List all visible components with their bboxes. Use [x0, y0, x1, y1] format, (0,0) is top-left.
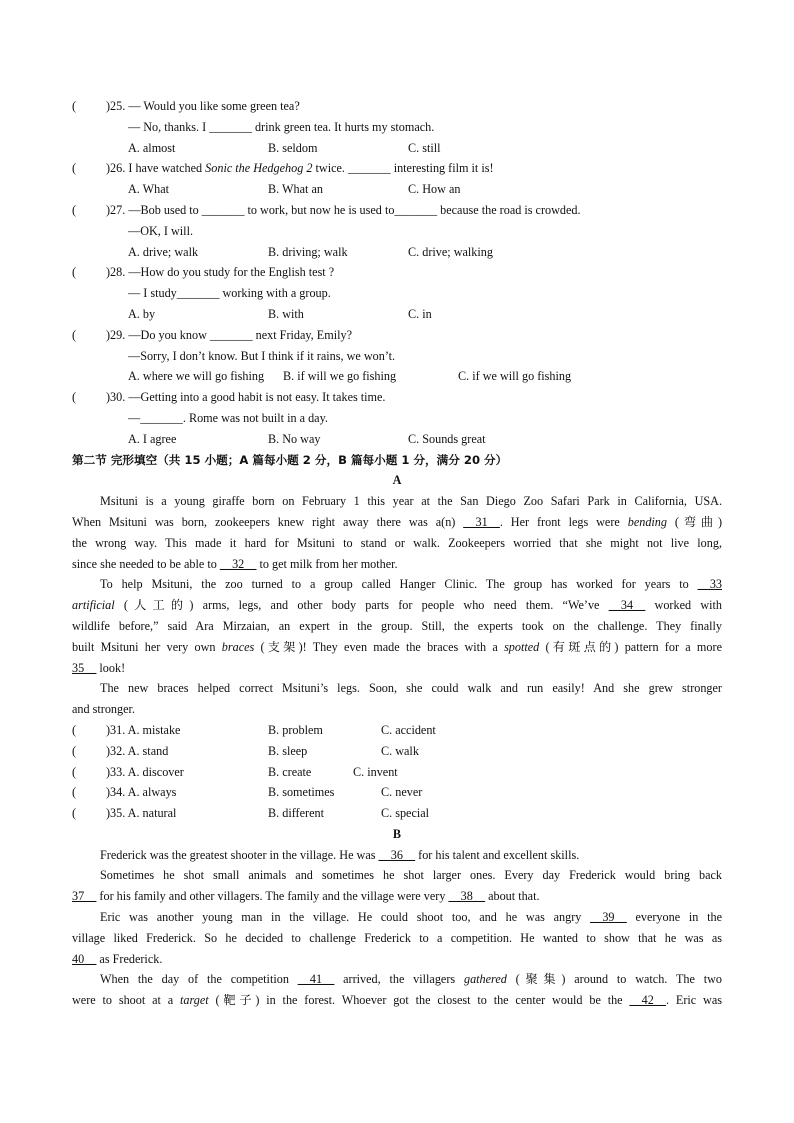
- answer-paren: (: [72, 161, 77, 176]
- section-title: 第二节 完形填空（共 15 小题；A 篇每小题 2 分，B 篇每小题 1 分，满分 20 分）: [72, 452, 508, 467]
- option-a: )31. A. mistake: [106, 722, 181, 737]
- option-c: C. invent: [353, 764, 398, 779]
- blank-31: __31__: [463, 514, 500, 529]
- cloze-question-35: ( )35. A. natural B. different C. special: [72, 803, 722, 824]
- option-a: A. almost: [128, 140, 176, 155]
- passage-line: the wrong way. This made it hard for Msituni to stand or walk. Zookeepers worried that she might not live long,: [72, 535, 722, 550]
- options-27: [72, 242, 722, 263]
- option-a: )34. A. always: [106, 785, 177, 800]
- option-a: )33. A. discover: [106, 764, 184, 779]
- option-b: B. with: [268, 306, 304, 321]
- option-a: A. where we will go fishing: [128, 369, 265, 384]
- passage-a-heading: A: [392, 473, 402, 488]
- option-b: B. No way: [268, 431, 321, 446]
- blank-37: 37__: [72, 889, 97, 904]
- option-a: A. I agree: [128, 431, 177, 446]
- passage-a: [72, 491, 722, 720]
- option-c: C. accident: [381, 722, 436, 737]
- passage-line: Msituni is a young giraffe born on February 1 this year at the San Diego Zoo Safari Park in California, USA.: [100, 494, 722, 509]
- option-c: C. Sounds great: [408, 431, 486, 446]
- option-a: A. What: [128, 182, 170, 197]
- option-c: C. How an: [408, 182, 461, 197]
- option-a: )32. A. stand: [106, 743, 169, 758]
- question-line: —Sorry, I don’t know. But I think if it rains, we won’t.: [128, 348, 396, 363]
- blank-38: __38__: [448, 889, 486, 904]
- options-30: [72, 429, 722, 450]
- passage-line: 37__ for his family and other villagers. The family and the village were very __38__ about that.: [72, 889, 540, 904]
- option-c: C. special: [381, 806, 430, 821]
- passage-b: [72, 845, 722, 1011]
- option-b: B. seldom: [268, 140, 318, 155]
- passage-line: Frederick was the greatest shooter in the village. He was __36__ for his talent and excellent skills.: [100, 847, 580, 862]
- passage-line: and stronger.: [72, 702, 135, 717]
- passage-line: 35__ look!: [72, 660, 126, 675]
- passage-line: since she needed to be able to __32__ to get milk from her mother.: [72, 556, 398, 571]
- option-c: C. in: [408, 306, 432, 321]
- passage-line: village liked Frederick. So he decided to challenge Frederick to a competition. He wanted to show that he was as: [72, 930, 722, 945]
- question-text: )28. —How do you study for the English test ?: [106, 265, 335, 280]
- passage-line: When the day of the competition __41__ arrived, the villagers gathered (聚集) around to watch. The two: [100, 972, 722, 987]
- blank-35: 35__: [72, 660, 97, 675]
- answer-paren: (: [72, 390, 77, 405]
- question-text: )30. —Getting into a good habit is not easy. It takes time.: [106, 390, 386, 405]
- blank-33: __33: [697, 577, 722, 592]
- option-c: C. drive; walking: [408, 244, 493, 259]
- answer-paren: (: [72, 202, 77, 217]
- options-25: [72, 138, 722, 159]
- exam-page: [72, 96, 722, 1011]
- option-c: C. still: [408, 140, 441, 155]
- question-30: [72, 387, 722, 408]
- passage-line: 40__ as Frederick.: [72, 951, 163, 966]
- option-a: A. drive; walk: [128, 244, 199, 259]
- passage-b-heading: B: [392, 826, 402, 841]
- question-line: —OK, I will.: [128, 223, 193, 238]
- passage-line: artificial (人工的) arms, legs, and other body parts for people who need them. “We’ve __34__ worked with: [72, 598, 722, 613]
- question-line: —_______. Rome was not built in a day.: [128, 410, 328, 425]
- question-line: — I study_______ working with a group.: [128, 286, 331, 301]
- passage-line: built Msituni her very own braces (支架)! They even made the braces with a spotted (有斑点的) pattern for a more: [72, 639, 722, 654]
- option-b: B. different: [268, 806, 324, 821]
- option-b: B. problem: [268, 722, 323, 737]
- passage-line: Eric was another young man in the village. He could shoot too, and he was angry __39__ everyone in the: [100, 910, 723, 925]
- option-b: B. sometimes: [268, 785, 335, 800]
- passage-line: The new braces helped correct Msituni’s legs. Soon, she could walk and run easily! And she grew stronger: [100, 681, 722, 696]
- question-29: [72, 325, 722, 346]
- answer-paren: (: [72, 327, 77, 342]
- options-29: [72, 366, 722, 387]
- blank-36: __36__: [378, 847, 416, 862]
- question-28: [72, 262, 722, 283]
- passage-line: To help Msituni, the zoo turned to a group called Hanger Clinic. The group has worked for years to __33: [100, 577, 722, 592]
- answer-paren: (: [72, 265, 77, 280]
- options-28: [72, 304, 722, 325]
- question-text: )25. — Would you like some green tea?: [106, 99, 300, 113]
- question-25: [72, 96, 722, 117]
- question-27: [72, 200, 722, 221]
- question-line: — No, thanks. I _______ drink green tea. It hurts my stomach.: [128, 119, 435, 134]
- blank-40: 40__: [72, 951, 97, 966]
- option-c: C. never: [381, 785, 423, 800]
- passage-line: were to shoot at a target (靶子) in the forest. Whoever got the closest to the center would be the __42__. Eric was: [72, 993, 722, 1008]
- blank-39: __39__: [590, 910, 627, 925]
- passage-line: Sometimes he shot small animals and sometimes he shot larger ones. Every day Frederick would bring back: [100, 868, 722, 883]
- option-a: )35. A. natural: [106, 806, 177, 821]
- question-text: )27. —Bob used to _______ to work, but now he is used to_______ because the road is crowded.: [106, 202, 581, 217]
- option-c: C. walk: [381, 743, 419, 758]
- question-text: )26. I have watched Sonic the Hedgehog 2 twice. _______ interesting film it is!: [106, 161, 494, 176]
- cloze-question-32: ( )32. A. stand B. sleep C. walk: [72, 741, 722, 762]
- cloze-question-33: ( )33. A. discover B. create C. invent: [72, 762, 722, 783]
- cloze-question-34: ( )34. A. always B. sometimes C. never: [72, 782, 722, 803]
- option-c: C. if we will go fishing: [458, 369, 572, 384]
- blank-42: __42__: [629, 993, 666, 1008]
- passage-line: When Msituni was born, zookeepers knew right away there was a(n) __31__. Her front legs were bending (弯曲): [72, 514, 722, 529]
- question-text: )29. —Do you know _______ next Friday, Emily?: [106, 327, 352, 342]
- cloze-question-31: ( )31. A. mistake B. problem C. accident: [72, 720, 722, 741]
- options-26: [72, 179, 722, 200]
- option-b: B. sleep: [268, 743, 308, 758]
- option-a: A. by: [128, 306, 156, 321]
- option-b: B. if will we go fishing: [283, 369, 397, 384]
- blank-32: __32__: [219, 556, 257, 571]
- option-b: B. create: [268, 764, 312, 779]
- passage-line: wildlife before,” said Ara Mirzaian, an expert in the group. Still, the experts took on the challenge. They finally: [72, 618, 722, 633]
- answer-paren: (: [72, 99, 77, 113]
- blank-34: __34__: [608, 598, 646, 613]
- option-b: B. What an: [268, 182, 323, 197]
- blank-41: __41__: [297, 972, 335, 987]
- option-b: B. driving; walk: [268, 244, 348, 259]
- question-26: [72, 158, 722, 179]
